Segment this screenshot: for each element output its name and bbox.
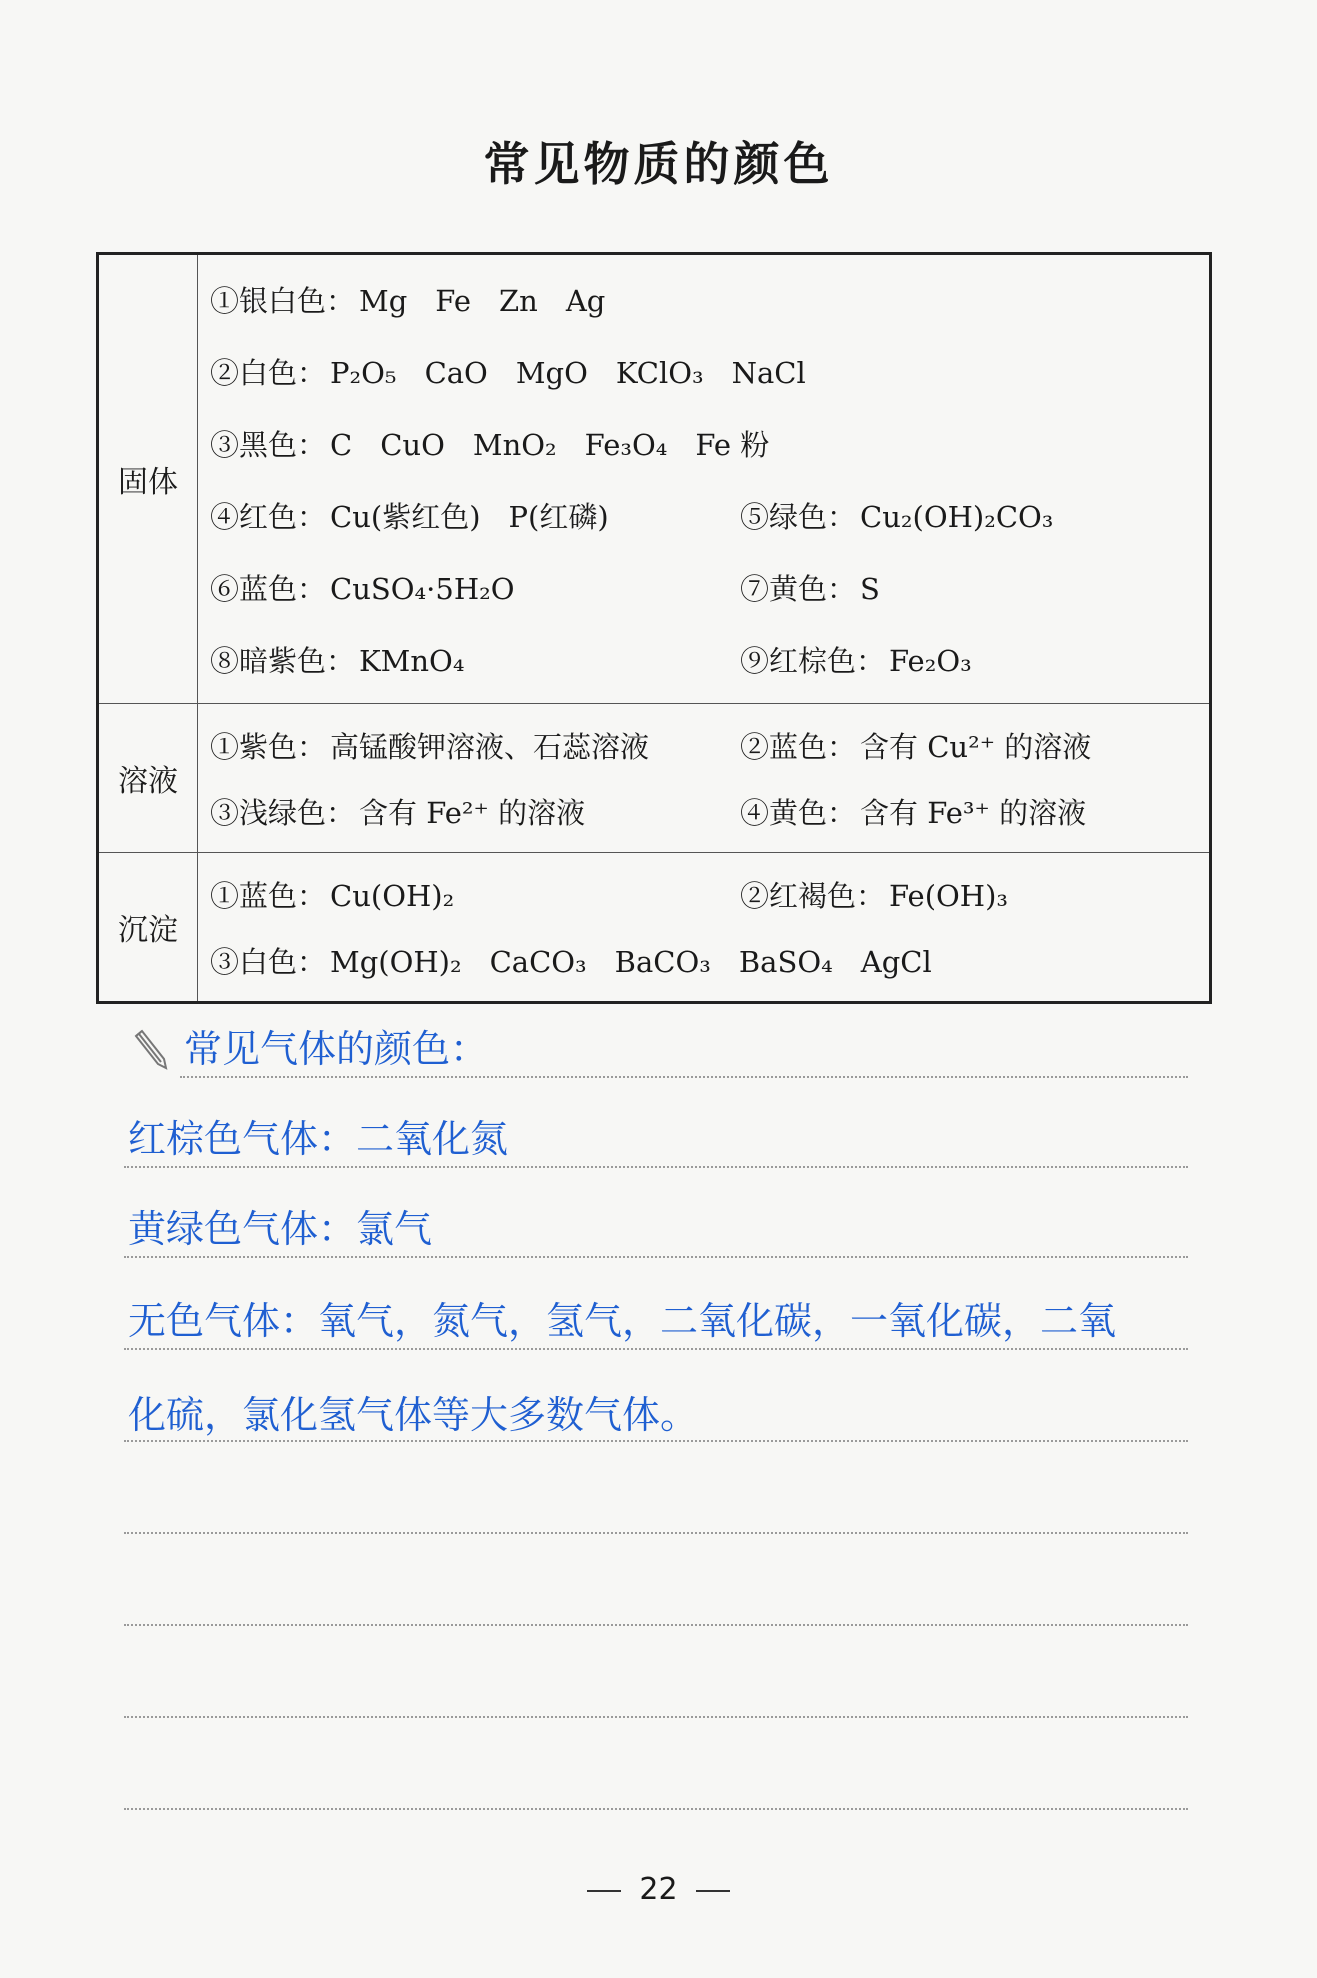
substance: Fe(OH)₃ [889,878,1009,913]
color-label: ③黑色： [210,427,327,462]
substance: Mg [359,283,408,318]
color-row [210,407,1209,479]
substance: BaCO₃ [614,944,711,979]
substance: P(红磷) [508,499,609,534]
table-section-precipitate [98,853,1211,1003]
substance: BaSO₄ [738,944,833,979]
substance: C [330,427,353,462]
color-entry [210,279,1209,320]
page-title: 常见物质的颜色 [483,137,834,191]
substance: KMnO₄ [359,643,465,678]
substance: NaCl [731,355,806,390]
category-cell: 溶液 [98,704,198,853]
ruled-line [124,1808,1188,1810]
dash-right [696,1890,730,1892]
color-entry [210,423,1209,464]
notes-heading: 常见气体的颜色： [184,1027,489,1071]
color-entry [210,567,740,608]
color-label: ⑦黄色： [740,571,857,606]
substance: KClO₃ [615,355,704,390]
substance: Fe [435,283,471,318]
ruled-line [180,1076,1188,1078]
substance: MnO₂ [472,427,557,462]
dash-left [587,1890,621,1892]
page-number: 22 [0,1872,1317,1907]
color-label: ②蓝色： [740,729,857,764]
color-row [210,861,1209,927]
ruled-line [124,1624,1188,1626]
color-label: ⑧暗紫色： [210,643,356,678]
substance: 含有 Fe²⁺ 的溶液 [359,795,586,830]
color-row [210,927,1209,993]
substance: Mg(OH)₂ [330,944,462,979]
items-cell [198,254,1211,704]
substance: 含有 Fe³⁺ 的溶液 [860,795,1087,830]
color-label: ②红褐色： [740,878,886,913]
ruled-line [124,1716,1188,1718]
color-label: ⑤绿色： [740,499,857,534]
color-row [210,335,1209,407]
note-line-4: 化硫，氯化氢气体等大多数气体。 [128,1393,699,1437]
substance: CuO [380,427,445,462]
substance: Zn [498,283,538,318]
color-row [210,479,1209,551]
substance: CaCO₃ [489,944,587,979]
substance: 高锰酸钾溶液、石蕊溶液 [330,729,650,764]
ruled-line [124,1256,1188,1258]
substance: MgO [515,355,588,390]
pencil-icon [128,1026,172,1072]
items-cell [198,853,1211,1003]
color-label: ③白色： [210,944,327,979]
substance: S [860,571,880,606]
substance: Cu₂(OH)₂CO₃ [860,499,1054,534]
substance: Fe₂O₃ [889,643,972,678]
substance: AgCl [860,944,932,979]
color-entry [210,874,740,915]
color-table [96,252,1212,1004]
color-entry [210,351,1209,392]
color-label: ①紫色： [210,729,327,764]
items-cell [198,704,1211,853]
substance: CuSO₄·5H₂O [330,571,515,606]
category-cell: 固体 [98,254,198,704]
note-line-3: 无色气体：氧气，氮气，氢气，二氧化碳，一氧化碳，二氧 [128,1299,1117,1343]
note-line-1: 红棕色气体：二氧化氮 [128,1117,509,1161]
substance: Fe₃O₄ [584,427,668,462]
ruled-line [124,1532,1188,1534]
color-row [210,778,1209,844]
substance: Cu(OH)₂ [330,878,455,913]
ruled-line [124,1166,1188,1168]
color-label: ②白色： [210,355,327,390]
color-entry [210,639,740,680]
color-label: ①银白色： [210,283,356,318]
color-entry [740,725,1209,766]
substance: CaO [424,355,488,390]
color-row [210,263,1209,335]
color-entry [210,495,740,536]
substance: Ag [565,283,606,318]
substance: P₂O₅ [330,355,397,390]
color-row [210,623,1209,695]
color-entry [740,791,1209,832]
substance: Fe 粉 [695,427,770,462]
category-cell: 沉淀 [98,853,198,1003]
color-entry [740,639,1209,680]
color-label: ⑨红棕色： [740,643,886,678]
color-entry [740,567,1209,608]
color-entry [740,495,1209,536]
color-row [210,551,1209,623]
color-label: ①蓝色： [210,878,327,913]
color-entry [740,874,1209,915]
substance: 含有 Cu²⁺ 的溶液 [860,729,1092,764]
table-section-solid [98,254,1211,704]
ruled-line [124,1348,1188,1350]
color-label: ⑥蓝色： [210,571,327,606]
note-line-2: 黄绿色气体：氯气 [128,1207,433,1251]
substance: Cu(紫红色) [330,499,481,534]
table-section-solution [98,704,1211,853]
color-row [210,712,1209,778]
color-label: ④红色： [210,499,327,534]
color-entry [210,791,740,832]
color-entry [210,725,740,766]
ruled-line [124,1440,1188,1442]
color-entry [210,940,1209,981]
color-label: ③浅绿色： [210,795,356,830]
color-label: ④黄色： [740,795,857,830]
